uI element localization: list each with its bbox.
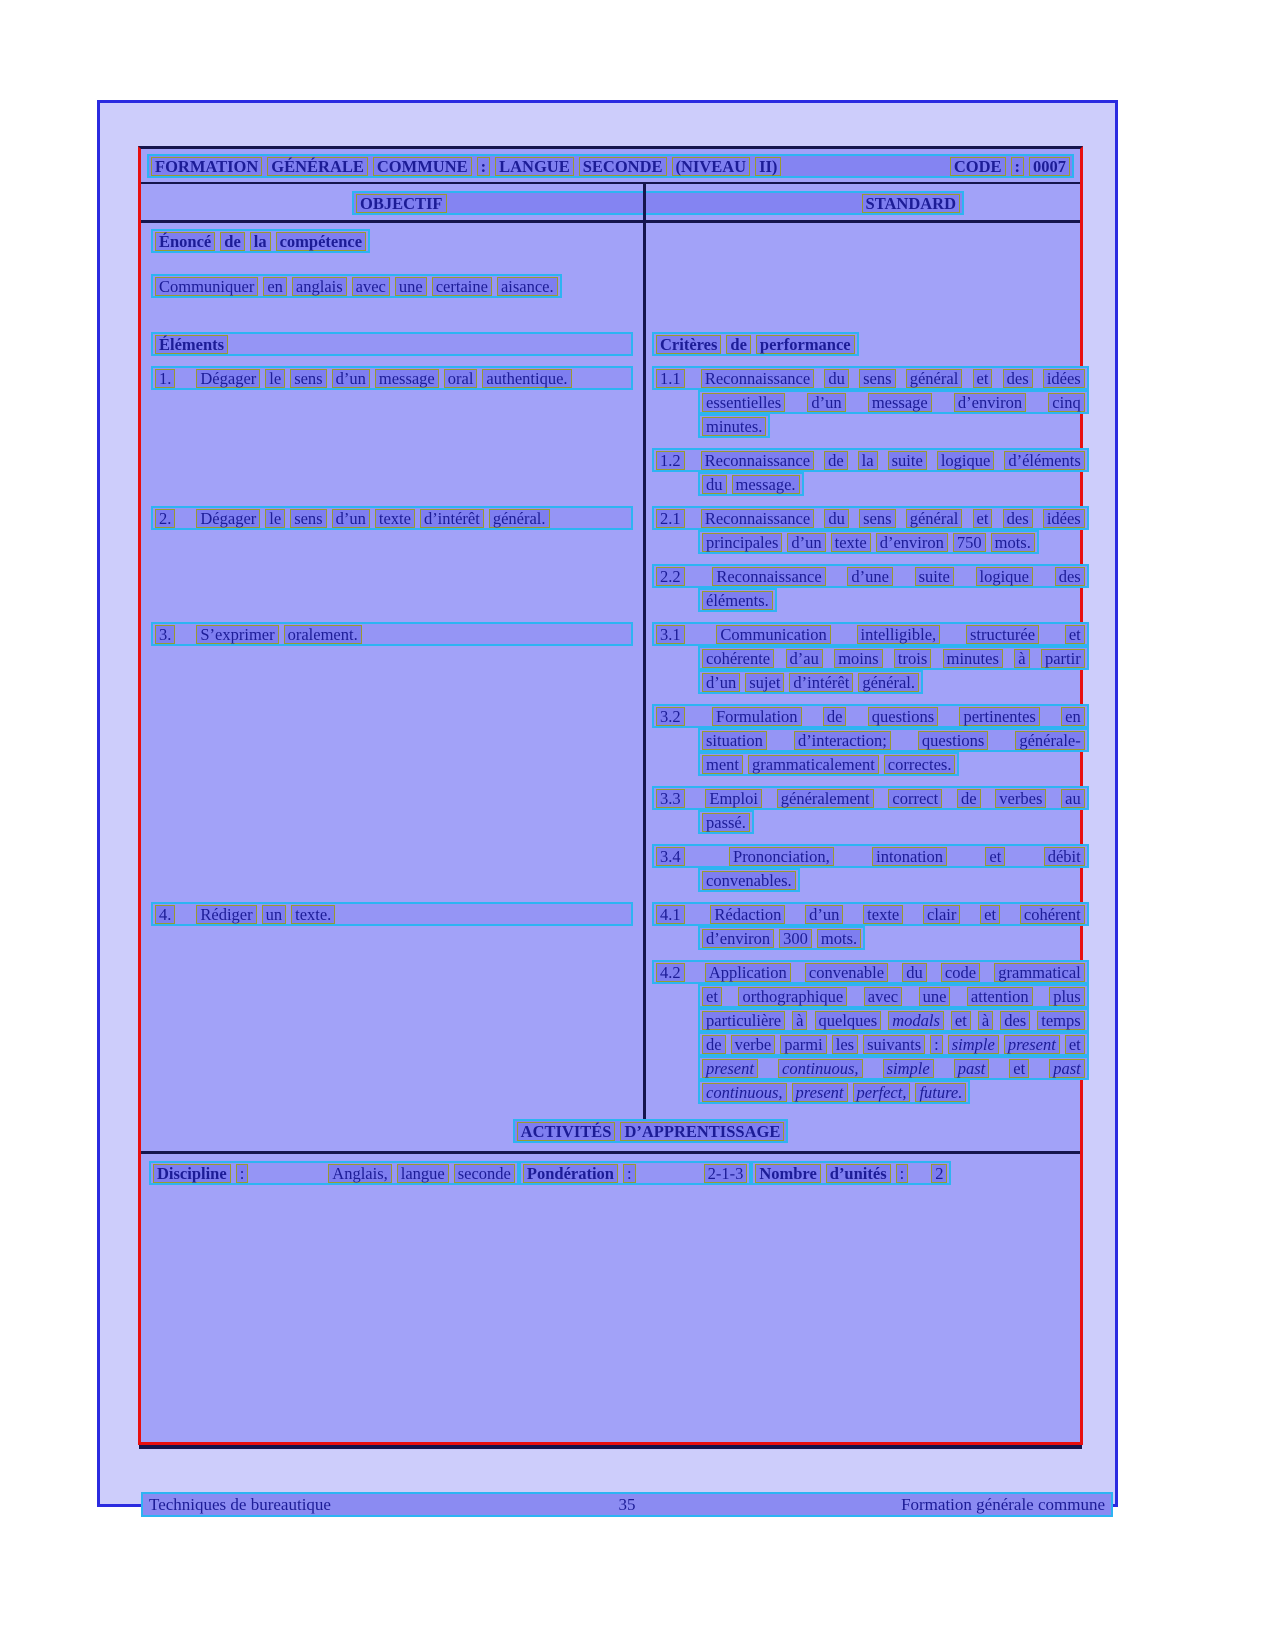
word-highlight: minutes: [943, 649, 1003, 668]
word-highlight: Rédiger: [196, 905, 256, 924]
word-highlight: clair: [923, 905, 960, 924]
footer-left-text: Techniques de bureautique: [149, 1494, 331, 1514]
word-highlight: certaine: [432, 277, 492, 296]
word-highlight: Prononciation,: [729, 847, 834, 866]
word-highlight: suite: [915, 567, 954, 586]
word-highlight: Énoncé: [155, 232, 215, 251]
word-highlight: modals: [888, 1011, 944, 1030]
footer-page-number: 35: [618, 1494, 636, 1514]
criterion-line: [698, 1008, 1089, 1032]
standard-criteria-cell: [643, 622, 1095, 892]
competency-table: [138, 146, 1083, 1445]
criterion-line: [652, 564, 1089, 588]
word-highlight: général: [906, 369, 963, 388]
word-highlight: d’environ: [954, 393, 1026, 412]
word-highlight: débit: [1044, 847, 1085, 866]
word-highlight: et: [1065, 625, 1085, 644]
word-highlight: de: [824, 451, 848, 470]
word-highlight: et: [980, 905, 1000, 924]
criterion-line: [698, 752, 959, 776]
word-highlight: ment: [702, 755, 743, 774]
info-line: [149, 1161, 519, 1185]
word-highlight: à: [978, 1011, 993, 1030]
objectif-item-line: [151, 506, 633, 530]
word-highlight: :: [236, 1164, 249, 1183]
objectif-item: [147, 622, 643, 892]
word-highlight: mots.: [991, 533, 1035, 552]
word-highlight: Anglais,: [328, 1164, 391, 1183]
standard-criteria-cell: [643, 366, 1095, 496]
word-highlight: minutes.: [702, 417, 766, 436]
item-number: 3.3: [656, 789, 685, 808]
criterion-line: [698, 1080, 970, 1104]
word-highlight: le: [265, 369, 285, 388]
word-highlight: trois: [894, 649, 931, 668]
criterion-line: [698, 646, 1089, 670]
word-highlight: Dégager: [196, 509, 260, 528]
word-highlight: CODE: [950, 157, 1006, 176]
page-footer: [141, 1492, 1113, 1517]
word-highlight: texte: [375, 509, 415, 528]
criterion-group: [652, 366, 1089, 438]
word-highlight: message.: [732, 475, 800, 494]
criterion-line: [698, 868, 800, 892]
page-title: [151, 157, 781, 176]
word-highlight: d’une: [847, 567, 893, 586]
word-highlight: d’un: [332, 369, 370, 388]
word-highlight: oral: [444, 369, 478, 388]
word-highlight: :: [623, 1164, 636, 1183]
word-highlight: de: [220, 232, 245, 251]
discipline-info-row: [141, 1154, 1080, 1442]
word-highlight: à: [792, 1011, 807, 1030]
title-line: [147, 154, 1074, 178]
word-highlight: sens: [859, 369, 895, 388]
column-headers-row: [141, 184, 1080, 223]
word-highlight: et: [951, 1011, 971, 1030]
word-highlight: en: [263, 277, 287, 296]
word-highlight: du: [702, 475, 727, 494]
word-highlight: texte: [831, 533, 871, 552]
word-highlight: de: [726, 335, 751, 354]
word-highlight: moins: [834, 649, 882, 668]
word-highlight: mots.: [817, 929, 861, 948]
word-highlight: verbes: [995, 789, 1046, 808]
word-highlight: present: [702, 1059, 758, 1078]
word-highlight: Formulation: [712, 707, 802, 726]
criteres-heading: [652, 332, 859, 356]
word-highlight: d’au: [786, 649, 823, 668]
word-highlight: grammaticalement: [748, 755, 879, 774]
item-number: 4.2: [656, 963, 685, 982]
word-highlight: D’APPRENTISSAGE: [620, 1122, 784, 1141]
word-highlight: 0007: [1029, 157, 1070, 176]
word-highlight: SECONDE: [579, 157, 667, 176]
word-highlight: FORMATION: [151, 157, 262, 176]
criterion-line: [698, 588, 777, 612]
word-highlight: II): [755, 157, 781, 176]
word-highlight: Dégager: [196, 369, 260, 388]
item-number: 2.2: [656, 567, 685, 586]
word-highlight: avec: [352, 277, 390, 296]
criterion-line: [698, 926, 865, 950]
criterion-line: [652, 704, 1089, 728]
word-highlight: :: [477, 157, 491, 176]
word-highlight: S’exprimer: [196, 625, 278, 644]
enonce-text: [151, 274, 562, 298]
word-highlight: intelligible,: [857, 625, 941, 644]
word-highlight: texte: [863, 905, 903, 924]
word-highlight: Reconnaissance: [701, 369, 814, 388]
item-number: 1.: [155, 369, 175, 388]
criterion-line: [652, 506, 1089, 530]
word-highlight: :: [1011, 157, 1025, 176]
criterion-line: [698, 670, 923, 694]
word-highlight: d’intérêt: [420, 509, 484, 528]
standard-header: [862, 194, 960, 213]
word-highlight: d’environ: [876, 533, 948, 552]
word-highlight: 750: [953, 533, 986, 552]
criterion-line: [652, 448, 1089, 472]
criterion-group: [652, 622, 1089, 694]
content-grid: [141, 223, 1080, 1104]
word-highlight: les: [832, 1035, 858, 1054]
word-highlight: Critères: [656, 335, 721, 354]
word-highlight: pertinentes: [959, 707, 1039, 726]
word-highlight: généralement: [777, 789, 874, 808]
table-title-row: [141, 149, 1080, 184]
word-highlight: anglais: [292, 277, 347, 296]
item-number: 1.2: [656, 451, 685, 470]
word-highlight: Communication: [716, 625, 830, 644]
word-highlight: continuous,: [702, 1083, 787, 1102]
criterion-line: [698, 728, 1089, 752]
word-highlight: OBJECTIF: [356, 194, 447, 213]
word-highlight: la: [858, 451, 878, 470]
word-highlight: sens: [859, 509, 895, 528]
column-headers-line: [352, 191, 964, 215]
word-highlight: present: [792, 1083, 848, 1102]
word-highlight: et: [985, 847, 1005, 866]
word-highlight: particulière: [702, 1011, 785, 1030]
word-highlight: Emploi: [705, 789, 762, 808]
word-highlight: compétence: [276, 232, 366, 251]
word-highlight: cohérente: [702, 649, 774, 668]
objectif-item: [147, 902, 643, 1104]
word-highlight: Rédaction: [710, 905, 785, 924]
word-highlight: ACTIVITÉS: [517, 1122, 616, 1141]
word-highlight: du: [902, 963, 927, 982]
objectif-item-line: [151, 902, 633, 926]
word-highlight: aisance.: [497, 277, 558, 296]
criterion-line: [652, 366, 1089, 390]
standard-criteria-cell: [643, 902, 1095, 1104]
word-highlight: Reconnaissance: [701, 451, 814, 470]
info-line: [751, 1161, 951, 1185]
info-line: [519, 1161, 751, 1185]
column-divider: [643, 184, 646, 220]
word-highlight: le: [265, 509, 285, 528]
word-highlight: questions: [918, 731, 988, 750]
word-highlight: principales: [702, 533, 782, 552]
word-highlight: du: [824, 509, 849, 528]
word-highlight: général: [906, 509, 963, 528]
word-highlight: perfect,: [853, 1083, 911, 1102]
word-highlight: suite: [888, 451, 927, 470]
item-number: 3.2: [656, 707, 685, 726]
word-highlight: des: [1000, 1011, 1030, 1030]
word-highlight: idées: [1043, 369, 1085, 388]
word-highlight: correctes.: [884, 755, 956, 774]
item-number: 2.1: [656, 509, 685, 528]
word-highlight: STANDARD: [862, 194, 960, 213]
word-highlight: future.: [915, 1083, 966, 1102]
word-highlight: past: [1049, 1059, 1085, 1078]
word-highlight: éléments.: [702, 591, 773, 610]
word-highlight: une: [395, 277, 427, 296]
criterion-line: [652, 786, 1089, 810]
word-highlight: sens: [290, 509, 326, 528]
criterion-line: [698, 530, 1039, 554]
document-page: [97, 100, 1118, 1514]
objectif-item: [147, 506, 643, 612]
word-highlight: des: [1003, 509, 1033, 528]
criterion-group: [652, 902, 1089, 950]
word-highlight: d’environ: [702, 929, 774, 948]
word-highlight: message: [868, 393, 932, 412]
word-highlight: sens: [290, 369, 326, 388]
enonce-block: [147, 229, 643, 356]
item-number: 3.4: [656, 847, 685, 866]
criterion-group: [652, 704, 1089, 776]
word-highlight: cinq: [1048, 393, 1084, 412]
objectif-item-line: [151, 366, 633, 390]
item-number: 4.: [155, 905, 175, 924]
word-highlight: authentique.: [482, 369, 571, 388]
word-highlight: continuous,: [778, 1059, 863, 1078]
item-number: 1.1: [656, 369, 685, 388]
activites-heading-line: [513, 1119, 789, 1143]
word-highlight: convenables.: [702, 871, 796, 890]
word-highlight: structurée: [966, 625, 1039, 644]
word-highlight: 2-1-3: [704, 1164, 748, 1183]
word-highlight: intonation: [872, 847, 947, 866]
word-highlight: 2: [931, 1164, 947, 1183]
criterion-line: [698, 1056, 1089, 1080]
word-highlight: essentielles: [702, 393, 785, 412]
word-highlight: idées: [1043, 509, 1085, 528]
word-highlight: texte.: [291, 905, 335, 924]
objectif-header: [356, 194, 447, 213]
word-highlight: d’éléments: [1004, 451, 1084, 470]
word-highlight: Reconnaissance: [701, 509, 814, 528]
code-label: [950, 157, 1070, 176]
word-highlight: convenable: [805, 963, 888, 982]
word-highlight: d’unités: [826, 1164, 891, 1183]
word-highlight: attention: [967, 987, 1033, 1006]
word-highlight: Discipline: [153, 1164, 231, 1183]
content-row: [141, 223, 1080, 1119]
word-highlight: de: [957, 789, 981, 808]
word-highlight: (NIVEAU: [672, 157, 751, 176]
criterion-line: [698, 472, 804, 496]
word-highlight: de: [823, 707, 847, 726]
word-highlight: simple: [948, 1035, 999, 1054]
word-highlight: orthographique: [738, 987, 847, 1006]
objectif-item: [147, 366, 643, 496]
criterion-line: [652, 844, 1089, 868]
objectif-item-line: [151, 622, 633, 646]
item-number: 3.: [155, 625, 175, 644]
word-highlight: message: [375, 369, 439, 388]
word-highlight: logique: [937, 451, 995, 470]
word-highlight: de: [702, 1035, 726, 1054]
word-highlight: un: [262, 905, 287, 924]
word-highlight: COMMUNE: [373, 157, 472, 176]
word-highlight: suivants: [863, 1035, 925, 1054]
word-highlight: oralement.: [284, 625, 362, 644]
word-highlight: Communiquer: [155, 277, 258, 296]
standard-criteria-cell: [643, 506, 1095, 612]
word-highlight: d’un: [787, 533, 825, 552]
criterion-group: [652, 506, 1089, 554]
word-highlight: 300: [779, 929, 812, 948]
word-highlight: cohérent: [1020, 905, 1085, 924]
criterion-line: [698, 1032, 1089, 1056]
word-highlight: present: [1004, 1035, 1060, 1054]
word-highlight: à: [1014, 649, 1029, 668]
item-number: 3.1: [656, 625, 685, 644]
word-highlight: en: [1061, 707, 1085, 726]
word-highlight: d’un: [702, 673, 740, 692]
word-highlight: quelques: [815, 1011, 882, 1030]
word-highlight: GÉNÉRALE: [267, 157, 368, 176]
word-highlight: correct: [888, 789, 942, 808]
word-highlight: :: [896, 1164, 909, 1183]
word-highlight: au: [1061, 789, 1085, 808]
word-highlight: seconde: [454, 1164, 515, 1183]
criterion-line: [698, 984, 1089, 1008]
column-divider: [643, 223, 646, 1119]
word-highlight: questions: [868, 707, 938, 726]
word-highlight: partir: [1041, 649, 1085, 668]
word-highlight: parmi: [780, 1035, 827, 1054]
word-highlight: du: [824, 369, 849, 388]
word-highlight: LANGUE: [495, 157, 574, 176]
word-highlight: des: [1003, 369, 1033, 388]
word-highlight: performance: [756, 335, 855, 354]
word-highlight: Nombre: [755, 1164, 820, 1183]
word-highlight: d’un: [807, 393, 845, 412]
word-highlight: sujet: [745, 673, 784, 692]
word-highlight: Éléments: [155, 335, 228, 354]
word-highlight: simple: [883, 1059, 934, 1078]
criterion-group: [652, 448, 1089, 496]
word-highlight: et: [973, 509, 993, 528]
word-highlight: Reconnaissance: [712, 567, 825, 586]
criteres-heading-cell: [643, 229, 1095, 356]
activites-row: [141, 1119, 1080, 1154]
criterion-group: [652, 960, 1089, 1104]
word-highlight: d’intérêt: [789, 673, 853, 692]
word-highlight: général.: [489, 509, 550, 528]
word-highlight: général.: [858, 673, 919, 692]
word-highlight: et: [973, 369, 993, 388]
word-highlight: d’un: [332, 509, 370, 528]
word-highlight: d’un: [805, 905, 843, 924]
word-highlight: grammatical: [994, 963, 1084, 982]
word-highlight: et: [1009, 1059, 1029, 1078]
word-highlight: past: [954, 1059, 990, 1078]
word-highlight: d’interaction;: [794, 731, 891, 750]
word-highlight: plus: [1049, 987, 1085, 1006]
word-highlight: des: [1055, 567, 1085, 586]
criterion-line: [698, 390, 1089, 414]
word-highlight: et: [702, 987, 722, 1006]
word-highlight: langue: [397, 1164, 449, 1183]
word-highlight: code: [941, 963, 980, 982]
criterion-group: [652, 786, 1089, 834]
item-number: 2.: [155, 509, 175, 528]
enonce-heading: [151, 229, 370, 253]
word-highlight: situation: [702, 731, 767, 750]
word-highlight: avec: [864, 987, 902, 1006]
word-highlight: la: [250, 232, 271, 251]
criterion-line: [698, 414, 770, 438]
criterion-line: [652, 902, 1089, 926]
criterion-line: [652, 622, 1089, 646]
footer-right-text: Formation générale commune: [901, 1494, 1105, 1514]
criterion-line: [698, 810, 754, 834]
criterion-group: [652, 844, 1089, 892]
word-highlight: et: [1065, 1035, 1085, 1054]
word-highlight: une: [919, 987, 951, 1006]
word-highlight: verbe: [731, 1035, 776, 1054]
word-highlight: Application: [705, 963, 791, 982]
word-highlight: temps: [1037, 1011, 1084, 1030]
word-highlight: passé.: [702, 813, 750, 832]
item-number: 4.1: [656, 905, 685, 924]
word-highlight: Pondération: [523, 1164, 618, 1183]
criterion-line: [652, 960, 1089, 984]
word-highlight: logique: [976, 567, 1034, 586]
criterion-group: [652, 564, 1089, 612]
elements-heading: [151, 332, 633, 356]
word-highlight: :: [930, 1035, 943, 1054]
word-highlight: générale-: [1015, 731, 1084, 750]
